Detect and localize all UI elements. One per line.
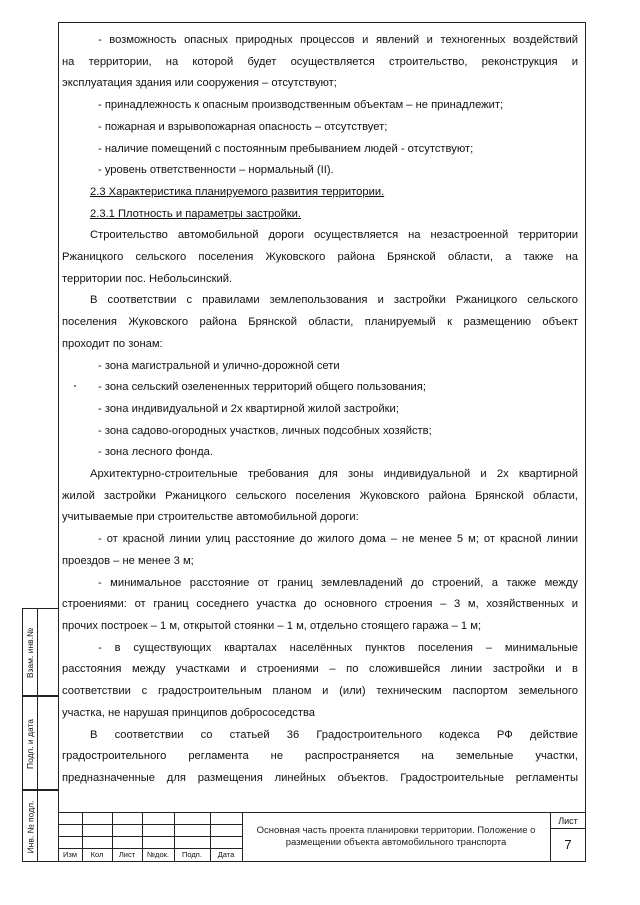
- paragraph-line: поселения Жуковского района Брянской области, планируемый к размещению объект: [62, 316, 578, 329]
- title-block: [58, 812, 586, 862]
- paragraph-line: - в существующих кварталах населённых пунктов поселения – минимальные: [98, 641, 578, 654]
- list-item: - уровень ответственности – нормальный (II).: [98, 164, 334, 177]
- document-body: [62, 30, 578, 790]
- paragraph-line: жилой застройки Ржаницкого сельского поселения Жуковского района Брянской области,: [62, 489, 578, 502]
- list-item: - зона садово-огородных участков, личных подсобных хозяйств;: [98, 424, 432, 437]
- paragraph-line: учитываемые при строительстве автомобильной дороги:: [62, 511, 359, 524]
- paragraph-line: Ржаницкого сельского поселения Жуковского района Брянской области, а также на: [62, 251, 578, 264]
- paragraph-line: - минимальное расстояние от границ землевладений до строений, а также между: [98, 576, 578, 589]
- list-item: - зона сельский озелененных территорий общего пользования;: [98, 381, 426, 394]
- paragraph-line: В соответствии со статьей 36 Градостроительного кодекса РФ действие: [90, 728, 578, 741]
- list-item: - принадлежность к опасным производственным объектам – не принадлежит;: [98, 99, 504, 112]
- paragraph-line: - от красной линии улиц расстояние до жилого дома – не менее 5 м; от красной линии: [98, 533, 578, 546]
- paragraph-line: расстояния между участками и строениями – по сложившейся линии застройки и в: [62, 663, 578, 676]
- paragraph-line: прочих построек – 1 м, открытой стоянки – 1 м, отдельно стоящего гаража – 1 м;: [62, 619, 482, 632]
- sheet-label: Лист: [558, 816, 578, 826]
- paragraph-line: на территории, на которой будет осуществляется строительство, реконструкция и: [62, 55, 578, 68]
- stamp-col-podp: Подп.: [182, 850, 202, 859]
- paragraph-line: Строительство автомобильной дороги осуществляется на незастроенной территории: [90, 229, 578, 242]
- list-item: - пожарная и взрывопожарная опасность – отсутствует;: [98, 120, 388, 133]
- side-label-inv: Инв. № подл.: [25, 800, 36, 854]
- paragraph-line: градостроительного регламента не распространяется на земельные участки,: [62, 750, 578, 763]
- stamp-col-izm: Изм: [63, 850, 77, 859]
- side-label-vzam: Взам. инв.№: [25, 627, 35, 679]
- paragraph-line: - возможность опасных природных процессов и явлений и техногенных воздействий: [98, 34, 578, 46]
- side-stamp-podp: [22, 696, 58, 790]
- list-item: - наличие помещений с постоянным пребыванием людей - отсутствуют;: [98, 142, 474, 155]
- paragraph-line: проходит по зонам:: [62, 337, 163, 350]
- subsection-heading: 2.3.1 Плотность и параметры застройки.: [90, 207, 301, 220]
- sheet-number: 7: [564, 837, 572, 852]
- side-label-podp: Подп. и дата: [25, 718, 36, 770]
- side-stamp-vzam: [22, 608, 58, 696]
- section-heading: 2.3 Характеристика планируемого развития территории.: [90, 185, 385, 198]
- stamp-col-data: Дата: [217, 850, 235, 859]
- paragraph-line: участка, не нарушая принципов добрососедства: [62, 706, 315, 719]
- list-item: - зона магистральной и улично-дорожной сети: [98, 359, 340, 372]
- paragraph-line: строениями: от границ соседнего участка до основного строения – 3 м, хозяйственных и: [62, 598, 578, 611]
- paragraph-line: эксплуатация здания или сооружения – отсутствуют;: [62, 77, 337, 90]
- paragraph-line: соответствии с градостроительным планом и (или) техническим паспортом земельного: [62, 685, 578, 698]
- paragraph-line: В соответствии с правилами землепользования и застройки Ржаницкого сельского: [90, 294, 578, 307]
- paragraph-line: территории пос. Небольсинский.: [62, 272, 233, 285]
- stamp-col-kol: Кол: [90, 850, 104, 859]
- list-item: - зона лесного фонда.: [98, 446, 213, 459]
- stamp-col-ndok: №док.: [147, 850, 169, 859]
- list-item: - зона индивидуальной и 2х квартирной жилой застройки;: [98, 402, 399, 415]
- paragraph-line: Архитектурно-строительные требования для зоны индивидуальной и 2х квартирной: [90, 468, 578, 481]
- paragraph-line: проездов – не менее 3 м;: [62, 554, 194, 567]
- stamp-title: Основная часть проекта планировки территории. Положение о размещении объекта автомобильного транспорта: [256, 825, 536, 848]
- paragraph-line: предназначенные для размещения линейных объектов. Градостроительные регламенты: [62, 771, 578, 784]
- stamp-col-list: Лист: [118, 850, 136, 859]
- side-stamp-inv: [22, 790, 58, 862]
